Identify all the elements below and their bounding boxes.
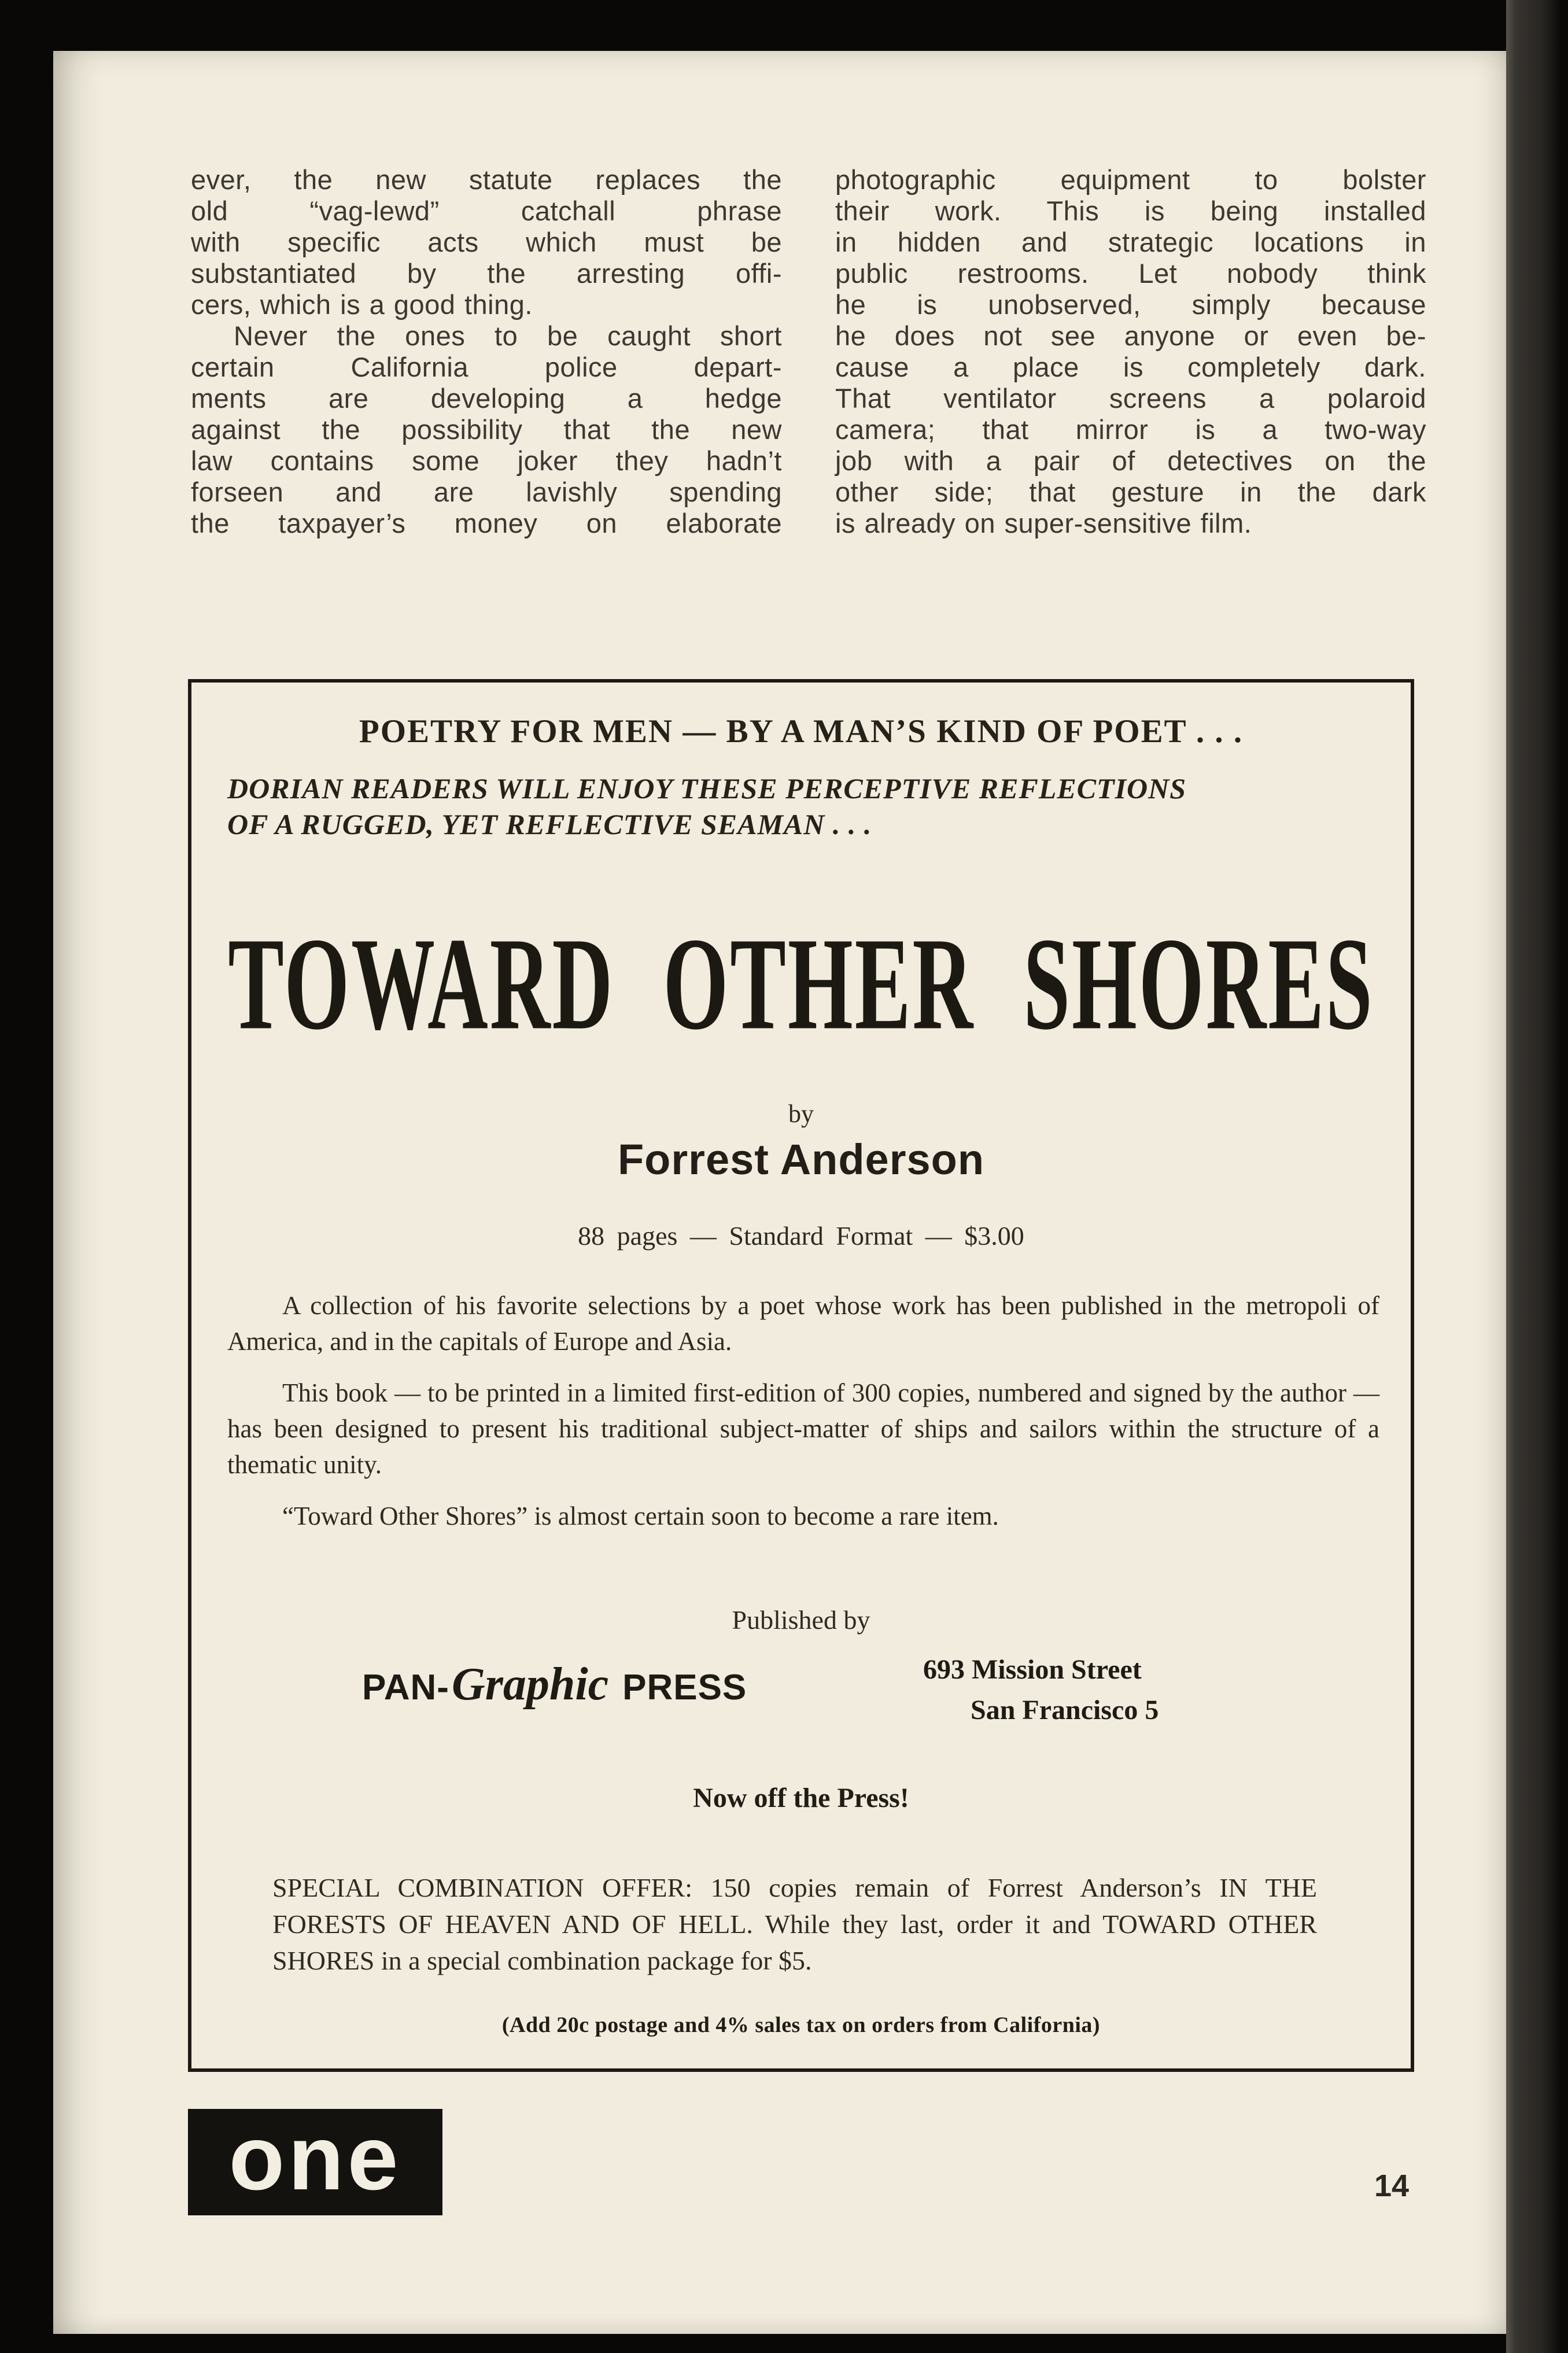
book-advertisement-box: [188, 679, 1414, 2072]
text-line: he is unobserved, simply because: [835, 289, 1426, 320]
format-price-line: 88 pages — Standard Format — $3.00: [578, 1221, 1024, 1251]
text-line: the taxpayer’s money on elaborate: [191, 508, 782, 539]
text-line: camera; that mirror is a two-way: [835, 414, 1426, 445]
text-line: certain California police depart-: [191, 352, 782, 382]
ad-headline: POETRY FOR MEN — BY A MAN’S KIND OF POET . . .: [359, 713, 1244, 750]
text-line: forseen and are lavishly spending: [191, 477, 782, 507]
text-line: ever, the new statute replaces the: [191, 164, 782, 195]
byline-label: by: [788, 1100, 814, 1128]
text-line: their work. This is being installed: [835, 196, 1426, 226]
ad-paragraph-3: “Toward Other Shores” is almost certain soon to become a rare item.: [282, 1502, 999, 1530]
text-line: is already on super-sensitive film.: [835, 508, 1252, 539]
text-line: photographic equipment to bolster: [835, 164, 1426, 195]
address-line-1: 693 Mission Street: [923, 1654, 1142, 1685]
publisher-name: [362, 1659, 747, 1710]
author-name: Forrest Anderson: [617, 1135, 985, 1183]
text-line: cers, which is a good thing.: [191, 289, 533, 320]
text-line: That ventilator screens a polaroid: [835, 383, 1426, 414]
special-offer-paragraph: SPECIAL COMBINATION OFFER: 150 copies remain of Forrest Anderson’s IN THE FORESTS OF HEAVEN AND OF HELL. While they last, order it and TOWARD OTHER SHORES in a special combination package for $5.: [272, 1873, 1317, 1975]
page-right-edge-shadow: [1506, 0, 1568, 2353]
publisher-address: [923, 1650, 1159, 1731]
text-line: against the possibility that the new: [191, 414, 782, 445]
one-magazine-logo: one: [188, 2109, 442, 2215]
published-by-label: Published by: [732, 1605, 870, 1635]
publisher-part-graphic: Graphic: [451, 1659, 609, 1710]
address-line-2: San Francisco 5: [971, 1695, 1159, 1725]
ad-paragraph-2: This book — to be printed in a limited first-edition of 300 copies, numbered and signed by the author — has been designed to present his traditional subject-matter of ships and sailors within the structure of a thematic unity.: [227, 1378, 1379, 1479]
publisher-part-press: PRESS: [622, 1668, 747, 1707]
ad-body-paragraphs: [227, 1288, 1379, 1550]
text-line: Never the ones to be caught short: [234, 320, 782, 351]
subheadline-line: DORIAN READERS WILL ENJOY THESE PERCEPTIVE REFLECTIONS: [227, 772, 1187, 805]
text-line: old “vag-lewd” catchall phrase: [191, 196, 782, 226]
text-line: ments are developing a hedge: [191, 383, 782, 414]
magazine-page: [53, 51, 1506, 2334]
text-line: substantiated by the arresting offi-: [191, 258, 782, 289]
book-title: [191, 911, 1411, 1058]
article-column-right: [835, 164, 1426, 539]
text-line: cause a place is completely dark.: [835, 352, 1426, 382]
text-line: public restrooms. Let nobody think: [835, 258, 1426, 289]
ad-subheadline: [227, 770, 1186, 842]
subheadline-line: OF A RUGGED, YET REFLECTIVE SEAMAN . . .: [227, 808, 872, 840]
text-line: law contains some joker they hadn’t: [191, 445, 782, 476]
text-line: job with a pair of detectives on the: [835, 445, 1426, 476]
page-number: 14: [1374, 2168, 1410, 2203]
text-line: he does not see anyone or even be-: [835, 320, 1426, 351]
ad-paragraph-1: A collection of his favorite selections by a poet whose work has been published in the metropoli of America, and in the capitals of Europe and Asia.: [227, 1291, 1379, 1356]
publisher-part-pan: PAN-: [362, 1668, 449, 1707]
book-title-text: TOWARD OTHER SHORES: [228, 911, 1374, 1058]
article-column-left: [191, 164, 782, 539]
postage-tax-note: (Add 20c postage and 4% sales tax on orders from California): [501, 2013, 1101, 2037]
text-line: with specific acts which must be: [191, 227, 782, 257]
text-line: in hidden and strategic locations in: [835, 227, 1426, 257]
text-line: other side; that gesture in the dark: [835, 477, 1426, 507]
now-off-press-line: Now off the Press!: [693, 1783, 909, 1813]
